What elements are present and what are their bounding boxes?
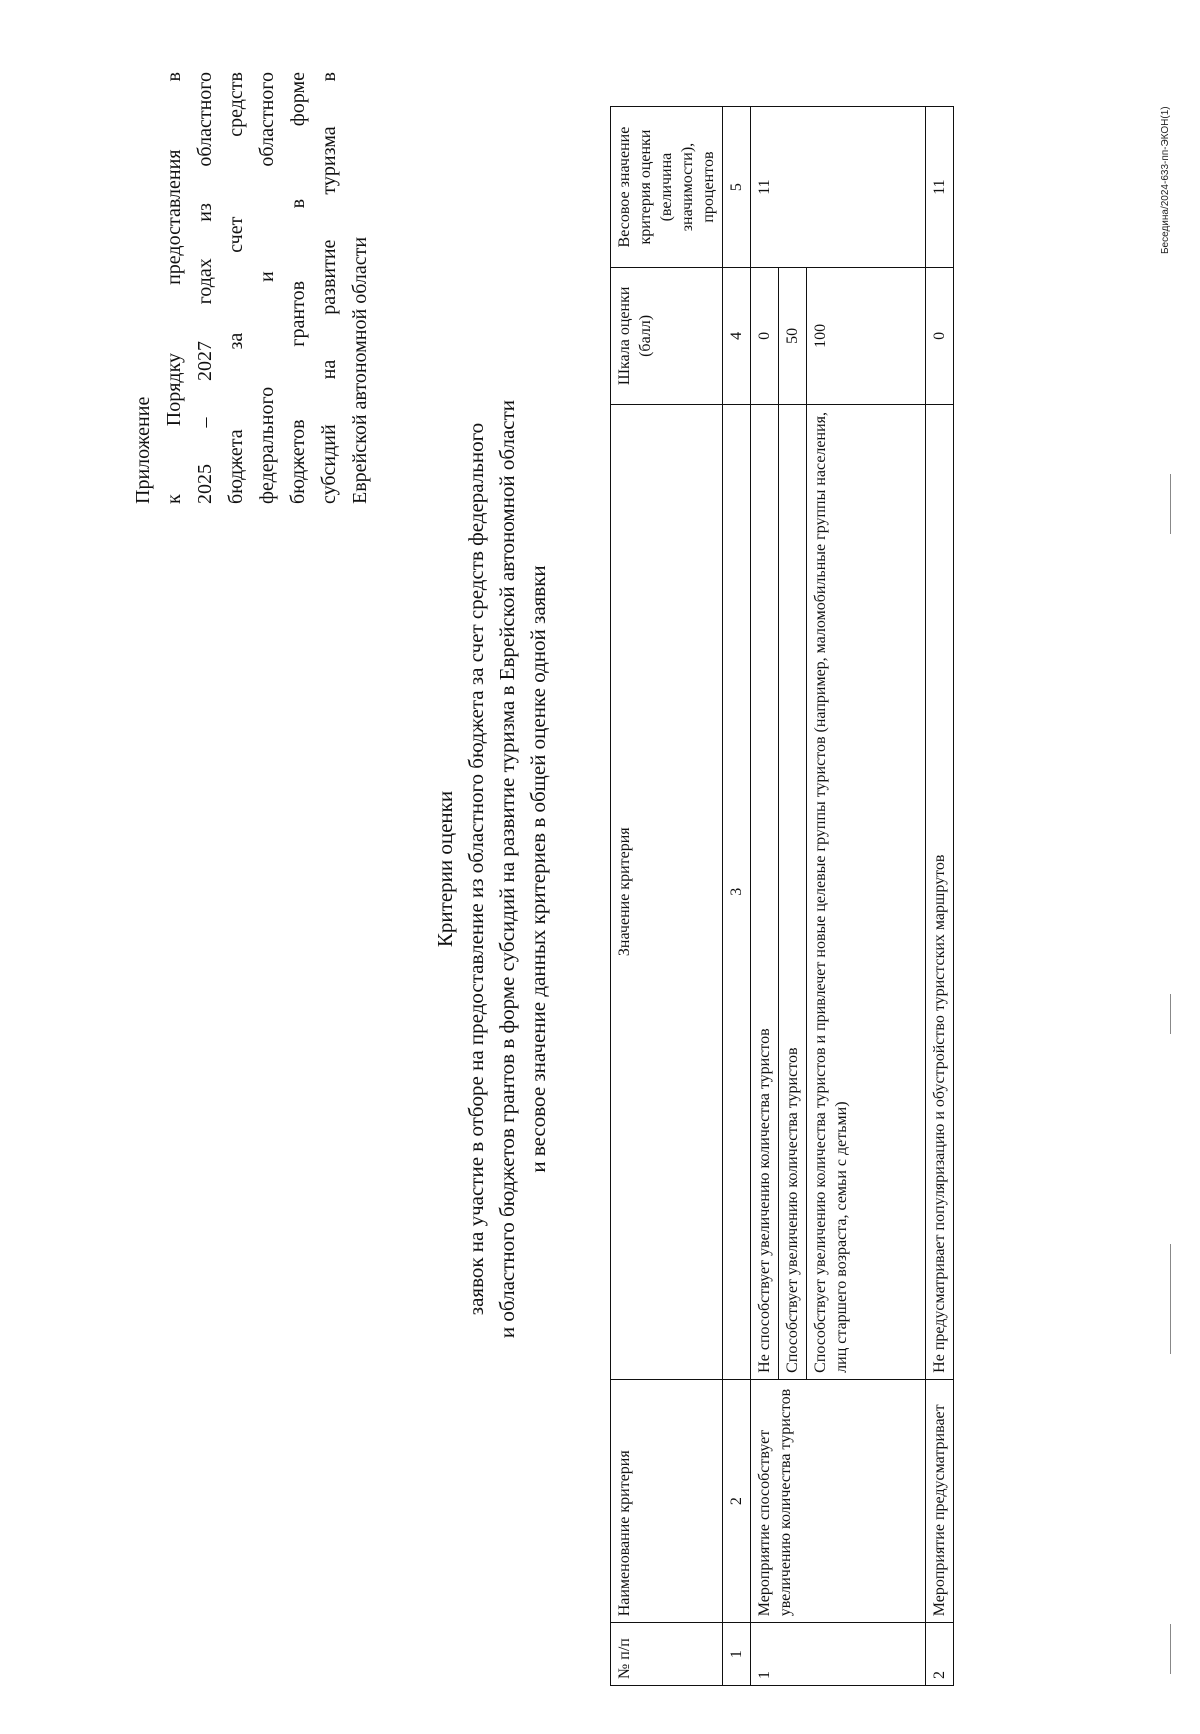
header-number: № п/п — [611, 1623, 723, 1686]
header-score-scale: Шкала оценки (балл) — [611, 268, 723, 405]
header-weight: Весовое значение критерия оценки (величина значимости), процентов — [611, 107, 723, 268]
title-line: и весовое значение данных критериев в общей оценке одной заявки — [526, 565, 550, 1173]
score-value: 50 — [779, 268, 807, 405]
title-line: и областного бюджетов грантов в форме субсидий на развитие туризма в Еврейской автономной области — [495, 399, 519, 1339]
title-line: заявок на участие в отборе на предоставление из областного бюджета за счет средств федерального — [464, 422, 488, 1316]
scan-artifact-line — [1170, 474, 1171, 534]
criteria-table — [610, 106, 954, 1686]
criterion-value: Не предусматривает популяризацию и обустройство туристских маршрутов — [926, 404, 954, 1379]
scan-artifact-line — [1170, 1244, 1171, 1354]
table-header-row — [611, 107, 723, 1686]
title-line: Критерии оценки — [433, 790, 457, 948]
score-value: 100 — [807, 268, 926, 405]
criterion-value: Не способствует увеличению количества туристов — [751, 404, 779, 1379]
appendix-line: субсидий на развитие туризма в — [318, 72, 340, 504]
score-value: 0 — [926, 268, 954, 405]
weight-value: 11 — [926, 107, 954, 268]
weight-value: 11 — [751, 107, 926, 268]
footer-file-reference: Беседина/2024-633-пп-ЭКОН(1) — [1160, 106, 1171, 254]
criterion-name: Мероприятие способствует увеличению количества туристов — [751, 1379, 926, 1622]
header-criterion-value: Значение критерия — [611, 404, 723, 1379]
table-row — [926, 107, 954, 1686]
criterion-value: Способствует увеличению количества туристов и привлечет новые целевые группы туристов (например, маломобильные группы населения, лиц старшего возраста, семьи с детьми) — [807, 404, 926, 1379]
appendix-line: Приложение — [132, 396, 154, 504]
row-number: 1 — [751, 1623, 926, 1686]
column-number: 1 — [723, 1623, 751, 1686]
appendix-line: к Порядку предоставления в — [163, 72, 185, 504]
header-criterion-name: Наименование критерия — [611, 1379, 723, 1622]
scan-artifact-line — [1170, 994, 1171, 1034]
column-number: 3 — [723, 404, 751, 1379]
column-number: 5 — [723, 107, 751, 268]
appendix-note — [128, 72, 376, 504]
score-value: 0 — [751, 268, 779, 405]
row-number: 2 — [926, 1623, 954, 1686]
appendix-line: 2025 – 2027 годах из областного — [194, 72, 216, 504]
appendix-line: бюджета за счет средств — [225, 72, 247, 504]
appendix-line: федерального и областного — [256, 72, 278, 504]
column-number: 4 — [723, 268, 751, 405]
document-title — [430, 44, 554, 1694]
appendix-line: Еврейской автономной области — [349, 236, 371, 504]
appendix-line: бюджетов грантов в форме — [287, 72, 309, 504]
column-number: 2 — [723, 1379, 751, 1622]
criterion-name: Мероприятие предусматривает — [926, 1379, 954, 1622]
column-numbers-row — [723, 107, 751, 1686]
scan-artifact-line — [1170, 1624, 1171, 1674]
criterion-value: Способствует увеличению количества туристов — [779, 404, 807, 1379]
table-row — [751, 107, 779, 1686]
